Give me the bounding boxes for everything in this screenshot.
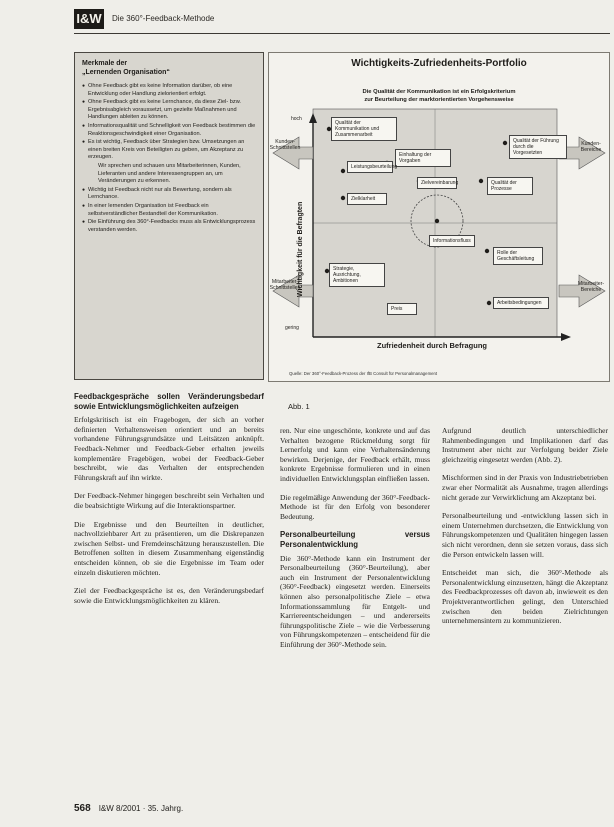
header-rule bbox=[74, 33, 610, 34]
paragraph: Aufgrund deutlich unterschiedlicher Rahmenbedingungen und Implikationen darf das Instrument aber nicht zur Verfolgung beider Ziele gleichzeitig eingesetzt werden (Abb. 2). bbox=[442, 426, 608, 464]
right-bottom-label: Mitarbeiter-Bereiche bbox=[577, 281, 605, 293]
sidebar-item: ● Es ist wichtig, Feedback über Strategien bzw. Umsetzungen an einen breiten Kreis von Beteiligten zu geben, um Akzeptanz zu erzeugen. bbox=[88, 139, 256, 162]
figure-subtitle-line2: zur Beurteilung der marktorientierten Vorgehensweise bbox=[364, 97, 514, 103]
left-bottom-label: Mitarbeiter-Schnittstellen bbox=[269, 279, 301, 291]
sidebar-item: ● Wichtig ist Feedback nicht nur als Bewertung, sondern als Lernchance. bbox=[88, 187, 256, 202]
text-column-1 bbox=[74, 392, 264, 614]
paragraph: Der Feedback-Nehmer hingegen beschreibt sein Verhalten und die beabsichtigte Wirkung auf die Interaktionspartner. bbox=[74, 491, 264, 510]
sidebar-title bbox=[82, 59, 256, 77]
magazine-logo: I&W bbox=[74, 9, 104, 29]
item-box: Arbeitsbedingungen bbox=[493, 297, 549, 309]
marker-dot bbox=[487, 301, 491, 305]
section-heading: Personalbeurteilung versus Personalentwicklung bbox=[280, 530, 430, 549]
section-heading: Feedbackgespräche sollen Veränderungsbedarf sowie Entwicklungsmöglichkeiten aufzeigen bbox=[74, 392, 264, 411]
left-top-label: Kunden-Schnittstellen bbox=[269, 139, 301, 151]
sidebar-item: ● Informationsqualität und Schnelligkeit von Feedback bestimmen die Reaktionsgeschwindigkeit einer Organisation. bbox=[88, 123, 256, 138]
item-box: Zielvereinbarung bbox=[417, 177, 457, 189]
sidebar-item: ● Ohne Feedback gibt es keine Lernchance, da diese Ziel- bzw. Ergebnisabgleich voraussetzt, um gezielte Maßnahmen und Handlungen ableiten zu können. bbox=[88, 99, 256, 122]
item-box: Zielklarheit bbox=[347, 193, 387, 205]
paragraph: Die 360°-Methode kann ein Instrument der Personalbeurteilung (360°-Beurteilung), aber auch ein Instrument der Personalentwicklung (360°-Feedback) eingesetzt werden. Einerseits können also personalpolitische Ziele – etwa Informationssammlung für Entgelt- und Karriereentscheidungen – und andererseits führungspolitische Ziele – wie die Verbesserung von Führungskompetenzen – entscheidend für die Einführung der 360°-Methode sein. bbox=[280, 553, 430, 649]
figure-caption: Abb. 1 bbox=[288, 402, 310, 411]
paragraph: Ziel der Feedbackgespräche ist es, den Veränderungsbedarf sowie die Entwicklungsmöglichkeiten zu klären. bbox=[74, 586, 264, 605]
y-axis-high-label: hoch bbox=[291, 116, 302, 122]
portfolio-graphics bbox=[269, 53, 609, 383]
page-number: 568 bbox=[74, 803, 91, 814]
sidebar-item: ● Die Einführung des 360°-Feedbacks muss als Entwicklungsprozess verstanden werden. bbox=[88, 219, 256, 234]
marker-dot bbox=[503, 141, 507, 145]
section-kicker: Die 360°-Feedback-Methode bbox=[112, 14, 215, 23]
y-axis-low-label: gering bbox=[285, 325, 299, 331]
paragraph: Die regelmäßige Anwendung der 360°-Feedback-Methode ist für den Erfolg von besonderer Bedeutung. bbox=[280, 492, 430, 521]
paragraph: ren. Nur eine ungeschönte, konkrete und auf das Verhalten bezogene Rückmeldung sorgt für Lernerfolg und kann eine Verhaltensänderung bewirken. Derjenige, der Feedback erhält, muss konkrete Ergebnisse formulieren und in einen individuellen Entwicklungsplan einfließen lassen. bbox=[280, 426, 430, 483]
paragraph: Erfolgskritisch ist ein Fragebogen, der sich an vorher definierten Verhaltensweisen orientiert und an bereits vorhandene Führungsgrundsätze und Leitsätzen anknüpft. Feedback-Nehmer und Feedback-Geber erhalten jeweils komplementäre Fragebögen, wobei der Feedback-Geber beschreibt, wie das Verhalten der entsprechenden Führungskraft auf ihn wirkte. bbox=[74, 415, 264, 482]
sidebar-title-line2: „Lernenden Organisation“ bbox=[82, 69, 170, 76]
text-column-2 bbox=[280, 426, 430, 658]
marker-dot bbox=[435, 219, 439, 223]
page-footer bbox=[74, 803, 183, 814]
item-box: Leistungsbeurteilung bbox=[347, 161, 393, 173]
sidebar-subitem: Wir sprechen und schauen uns Mitarbeiterinnen, Kunden, Lieferanten und andere Interessengruppen an, um Veränderungen zu erkennen. bbox=[98, 162, 241, 185]
marker-dot bbox=[485, 249, 489, 253]
sidebar-box bbox=[74, 52, 264, 380]
figure-source: Quelle: Der 360°-Feedback-Prozess der IfB Consult für Personalmanagement bbox=[289, 371, 438, 376]
figure-title: Wichtigkeits-Zufriedenheits-Portfolio bbox=[351, 58, 527, 69]
item-box: Qualität der Prozesse bbox=[487, 177, 533, 195]
marker-dot bbox=[479, 179, 483, 183]
text-column-3 bbox=[442, 426, 608, 635]
sidebar-item: ● Ohne Feedback gibt es keine Information darüber, ob eine Entwicklung oder Handlung zielorientiert erfolgt. bbox=[88, 83, 256, 98]
paragraph: Entscheidet man sich, die 360°-Methode als Personalentwicklung einzusetzen, hängt die Akzeptanz des Feedbackprozesses oft davon ab, inwieweit es den Projektverantwortlichen gelingt, den Unterschied zwischen den beiden Zielrichtungen unternehmensintern zu kommunizieren. bbox=[442, 568, 608, 626]
x-axis-arrow bbox=[561, 333, 571, 341]
paragraph: Mischformen sind in der Praxis von Industriebetrieben zwar eher Normalität als Ausnahme, tragen allerdings nicht gerade zur Verwirklichung am Akzeptanz bei. bbox=[442, 473, 608, 502]
figure-subtitle-line1: Die Qualität der Kommunikation ist ein Erfolgskriterium bbox=[362, 89, 516, 95]
x-axis-title: Zufriedenheit durch Befragung bbox=[377, 341, 488, 350]
sidebar-title-line1: Merkmale der bbox=[82, 60, 128, 67]
item-box: Strategie, Ausrichtung, Ambitionen bbox=[329, 263, 385, 287]
item-box: Qualität der Kommunikation und Zusammenarbeit bbox=[331, 117, 397, 141]
marker-dot bbox=[341, 169, 345, 173]
item-box: Rolle der Geschäftsleitung bbox=[493, 247, 543, 265]
paragraph: Personalbeurteilung und -entwicklung lassen sich in einem Unternehmen durchsetzen, die Entwicklung von Führungskompetenzen und Qualitäten hingegen lassen sich nicht verordnen, denn sie setzen voraus, dass sich die Person entwickeln lassen will. bbox=[442, 511, 608, 559]
right-top-label: Kunden-Bereiche bbox=[580, 141, 602, 153]
item-box: Einhaltung der Vorgaben bbox=[395, 149, 451, 167]
marker-dot bbox=[341, 196, 345, 200]
issue-info: I&W 8/2001 · 35. Jahrg. bbox=[98, 804, 184, 813]
paragraph: Die Ergebnisse und den Beurteilten in deutlicher, nachvollziehbarer Art zu präsentieren, um die Diskrepanzen zwischen Selbst- und Fremdeinschätzung herauszustellen. Die Betroffenen sollten in diesem Zusammenhang eigenständig entscheiden können, ob sie die Ergebnisse im Team oder einzeln diskutieren möchten. bbox=[74, 519, 264, 577]
item-box: Preis bbox=[387, 303, 417, 315]
y-axis-title: Wichtigkeit für die Befragten bbox=[297, 201, 304, 297]
sidebar-item: ● In einer lernenden Organisation ist Feedback ein selbstverständlicher Bestandteil der Kommunikation. bbox=[88, 203, 256, 218]
item-box: Qualität der Führung durch die Vorgesetzten bbox=[509, 135, 567, 159]
item-box: Informationsfluss bbox=[429, 235, 475, 247]
portfolio-figure bbox=[268, 52, 610, 382]
